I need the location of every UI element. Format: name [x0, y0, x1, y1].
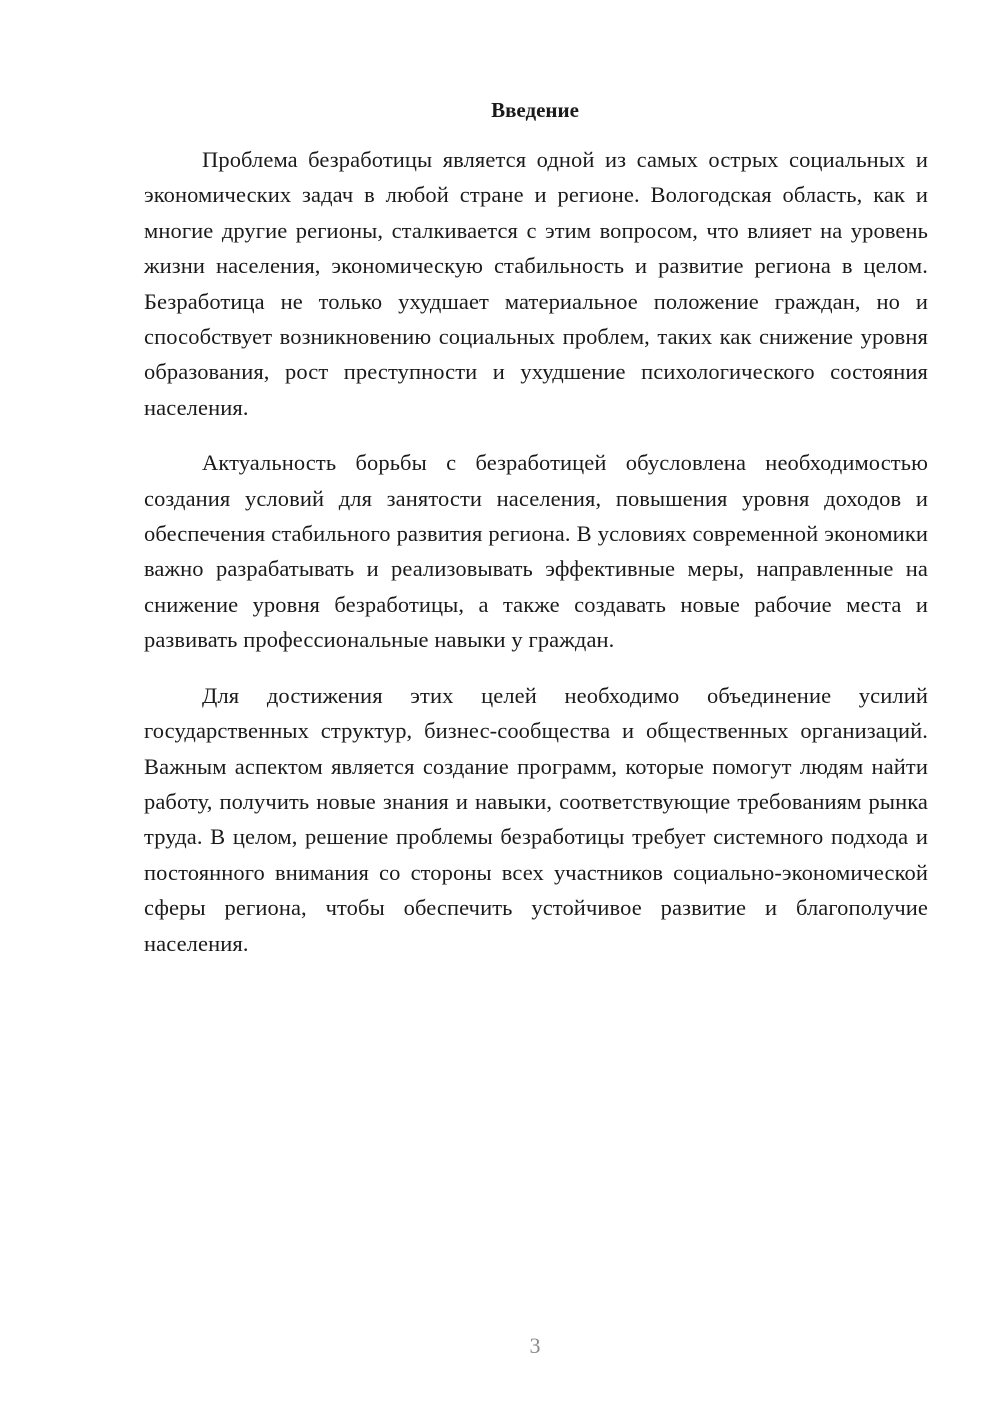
paragraph-problem: Проблема безработицы является одной из самых острых социальных и экономических задач в любой стране и регионе. Вологодская область, как и многие другие регионы, сталкивается с этим вопросом, что влияет на уровень жизни населения, экономическую стабильность и развитие региона в целом. Безработица не только ухудшает материальное положение граждан, но и способствует возникновению социальных проблем, таких как снижение уровня образования, рост преступности и ухудшение психологического состояния населения. [144, 147, 928, 420]
page-number: 3 [529, 1333, 541, 1358]
body-text [144, 142, 928, 981]
paragraph-goals: Для достижения этих целей необходимо объединение усилий государственных структур, бизнес-сообщества и общественных организаций. Важным аспектом является создание программ, которые помогут людям найти работу, получить новые знания и навыки, соответствующие требованиям рынка труда. В целом, решение проблемы безработицы требует системного подхода и постоянного внимания со стороны всех участников социально-экономической сферы региона, чтобы обеспечить устойчивое развитие и благополучие населения. [144, 682, 928, 956]
paragraph-relevance: Актуальность борьбы с безработицей обусловлена необходимостью создания условий для занятости населения, повышения уровня доходов и обеспечения стабильного развития региона. В условиях современной экономики важно разрабатывать и реализовывать эффективные меры, направленные на снижение уровня безработицы, а также создавать новые рабочие места и развивать профессиональные навыки у граждан. [144, 450, 928, 653]
section-title: Введение [491, 98, 579, 122]
